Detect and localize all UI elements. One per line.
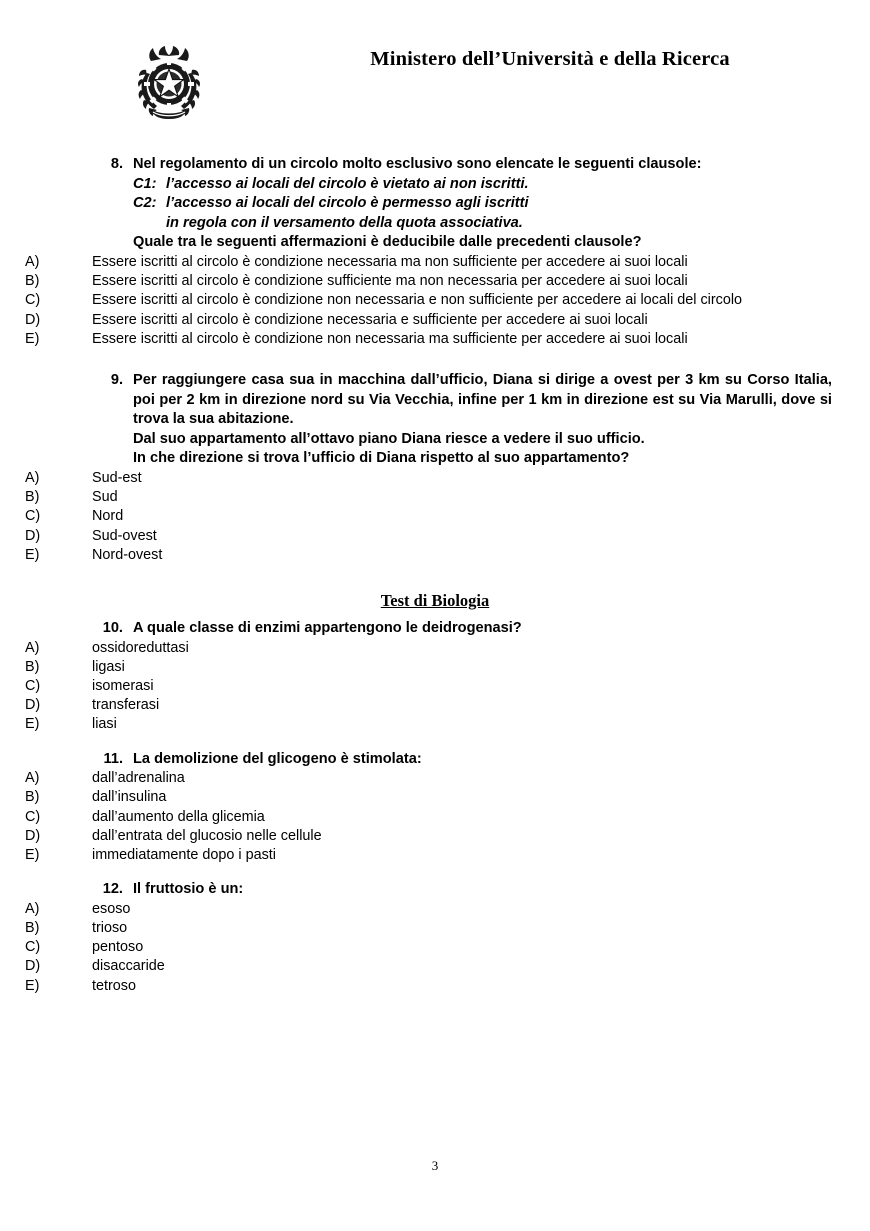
option-text: tetroso bbox=[92, 977, 136, 994]
clause-c1 bbox=[133, 175, 832, 195]
italian-republic-emblem-icon bbox=[137, 45, 201, 123]
option-item[interactable] bbox=[0, 311, 870, 330]
question-block-10 bbox=[0, 619, 870, 639]
option-letter: D) bbox=[25, 527, 41, 544]
option-item[interactable] bbox=[0, 330, 870, 349]
option-item[interactable] bbox=[0, 715, 870, 734]
question-block-9 bbox=[0, 371, 870, 469]
option-letter: E) bbox=[25, 977, 40, 994]
question-number: 10. bbox=[102, 619, 123, 636]
option-letter: E) bbox=[25, 716, 40, 733]
option-text: isomerasi bbox=[92, 677, 154, 694]
option-item[interactable] bbox=[0, 272, 870, 291]
clause-label: C1: bbox=[133, 175, 157, 192]
option-item[interactable] bbox=[0, 696, 870, 715]
option-text: Sud bbox=[92, 489, 118, 506]
option-letter: A) bbox=[25, 639, 40, 656]
question-number: 12. bbox=[102, 881, 123, 898]
clause-c2 bbox=[133, 194, 832, 214]
option-item[interactable] bbox=[0, 507, 870, 526]
option-letter: E) bbox=[25, 846, 40, 863]
options-list-12 bbox=[0, 900, 870, 996]
option-letter: A) bbox=[25, 900, 40, 917]
option-item[interactable] bbox=[0, 546, 870, 565]
option-letter: B) bbox=[25, 658, 40, 675]
option-letter: A) bbox=[25, 253, 40, 270]
option-text: dall’insulina bbox=[92, 789, 167, 806]
option-letter: E) bbox=[25, 330, 40, 347]
option-text: dall’adrenalina bbox=[92, 770, 185, 787]
option-item[interactable] bbox=[0, 253, 870, 272]
option-text: liasi bbox=[92, 716, 117, 733]
option-text: dall’entrata del glucosio nelle cellule bbox=[92, 827, 322, 844]
question-stem: Per raggiungere casa sua in macchina dall’ufficio, Diana si dirige a ovest per 3 km su Corso Italia, poi per 2 km in direzione nord su Via Vecchia, infine per 1 km in direzione est su Via Marulli, dove si trova la sua abitazione. bbox=[133, 371, 832, 428]
question-stem: A quale classe di enzimi appartengono le deidrogenasi? bbox=[133, 619, 522, 636]
option-text: Essere iscritti al circolo è condizione non necessaria ma sufficiente per accedere ai suoi locali bbox=[92, 330, 688, 347]
option-text: Essere iscritti al circolo è condizione non necessaria e non sufficiente per accedere ai locali del circolo bbox=[92, 292, 743, 309]
option-item[interactable] bbox=[0, 846, 870, 865]
options-list-10 bbox=[0, 639, 870, 735]
option-item[interactable] bbox=[0, 658, 870, 677]
option-item[interactable] bbox=[0, 808, 870, 827]
page-header bbox=[0, 0, 870, 140]
option-text: ligasi bbox=[92, 658, 125, 675]
option-letter: B) bbox=[25, 273, 40, 290]
option-item[interactable] bbox=[0, 957, 870, 976]
option-item[interactable] bbox=[0, 919, 870, 938]
question-stem-secondary: Dal suo appartamento all’ottavo piano Diana riesce a vedere il suo ufficio. bbox=[133, 430, 645, 447]
option-text: Nord-ovest bbox=[92, 546, 163, 563]
option-text: Essere iscritti al circolo è condizione necessaria e sufficiente per accedere ai suoi locali bbox=[92, 311, 648, 328]
option-text: Essere iscritti al circolo è condizione necessaria ma non sufficiente per accedere ai suoi locali bbox=[92, 253, 688, 270]
section-heading: Test di Biologia bbox=[380, 590, 490, 610]
option-text: Nord bbox=[92, 508, 124, 525]
option-text: ossidoreduttasi bbox=[92, 639, 189, 656]
option-letter: C) bbox=[25, 508, 41, 525]
option-letter: B) bbox=[25, 489, 40, 506]
clause-text: l’accesso ai locali del circolo è vietato ai non iscritti. bbox=[166, 175, 529, 192]
option-letter: D) bbox=[25, 958, 41, 975]
option-text: Sud-est bbox=[92, 469, 142, 486]
option-text: Essere iscritti al circolo è condizione sufficiente ma non necessaria per accedere ai suoi locali bbox=[92, 273, 688, 290]
option-item[interactable] bbox=[0, 488, 870, 507]
option-text: pentoso bbox=[92, 939, 144, 956]
option-text: Sud-ovest bbox=[92, 527, 157, 544]
question-block-11 bbox=[0, 750, 870, 770]
clause-label: C2: bbox=[133, 195, 157, 212]
question-block-12 bbox=[0, 880, 870, 900]
option-letter: D) bbox=[25, 311, 41, 328]
option-letter: C) bbox=[25, 292, 41, 309]
option-text: esoso bbox=[92, 900, 131, 917]
question-stem-tertiary: In che direzione si trova l’ufficio di Diana rispetto al suo appartamento? bbox=[133, 450, 630, 467]
option-item[interactable] bbox=[0, 788, 870, 807]
page-title: Ministero dell’Università e della Ricerca bbox=[370, 48, 730, 70]
question-stem-secondary: Quale tra le seguenti affermazioni è deducibile dalle precedenti clausole? bbox=[133, 234, 642, 251]
question-number: 8. bbox=[110, 156, 123, 172]
option-item[interactable] bbox=[0, 639, 870, 658]
page-number: 3 bbox=[431, 1158, 439, 1173]
option-letter: E) bbox=[25, 546, 40, 563]
option-letter: C) bbox=[25, 939, 41, 956]
question-stem: La demolizione del glicogeno è stimolata: bbox=[133, 750, 422, 767]
options-list-11 bbox=[0, 769, 870, 865]
question-stem: Nel regolamento di un circolo molto esclusivo sono elencate le seguenti clausole: bbox=[133, 156, 702, 172]
option-item[interactable] bbox=[0, 769, 870, 788]
option-letter: B) bbox=[25, 919, 40, 936]
option-item[interactable] bbox=[0, 977, 870, 996]
clause-text: l’accesso ai locali del circolo è permesso agli iscritti bbox=[166, 195, 529, 212]
options-list-8 bbox=[0, 253, 870, 349]
option-letter: C) bbox=[25, 808, 41, 825]
option-item[interactable] bbox=[0, 827, 870, 846]
option-letter: C) bbox=[25, 677, 41, 694]
option-item[interactable] bbox=[0, 291, 870, 310]
clause-continuation: in regola con il versamento della quota associativa. bbox=[166, 214, 523, 231]
option-item[interactable] bbox=[0, 527, 870, 546]
option-text: trioso bbox=[92, 919, 128, 936]
question-number: 11. bbox=[103, 750, 123, 767]
option-item[interactable] bbox=[0, 469, 870, 488]
option-text: transferasi bbox=[92, 697, 160, 714]
options-list-9 bbox=[0, 469, 870, 565]
question-stem: Il fruttosio è un: bbox=[133, 881, 244, 898]
exam-content bbox=[0, 155, 870, 996]
option-letter: A) bbox=[25, 469, 40, 486]
option-item[interactable] bbox=[0, 900, 870, 919]
question-number: 9. bbox=[110, 371, 123, 388]
option-letter: D) bbox=[25, 827, 41, 844]
option-letter: B) bbox=[25, 789, 40, 806]
option-item[interactable] bbox=[0, 938, 870, 957]
question-block-8 bbox=[0, 155, 870, 253]
option-letter: D) bbox=[25, 697, 41, 714]
option-text: immediatamente dopo i pasti bbox=[92, 846, 276, 863]
option-letter: A) bbox=[25, 770, 40, 787]
option-item[interactable] bbox=[0, 677, 870, 696]
option-text: disaccaride bbox=[92, 958, 165, 975]
option-text: dall’aumento della glicemia bbox=[92, 808, 265, 825]
